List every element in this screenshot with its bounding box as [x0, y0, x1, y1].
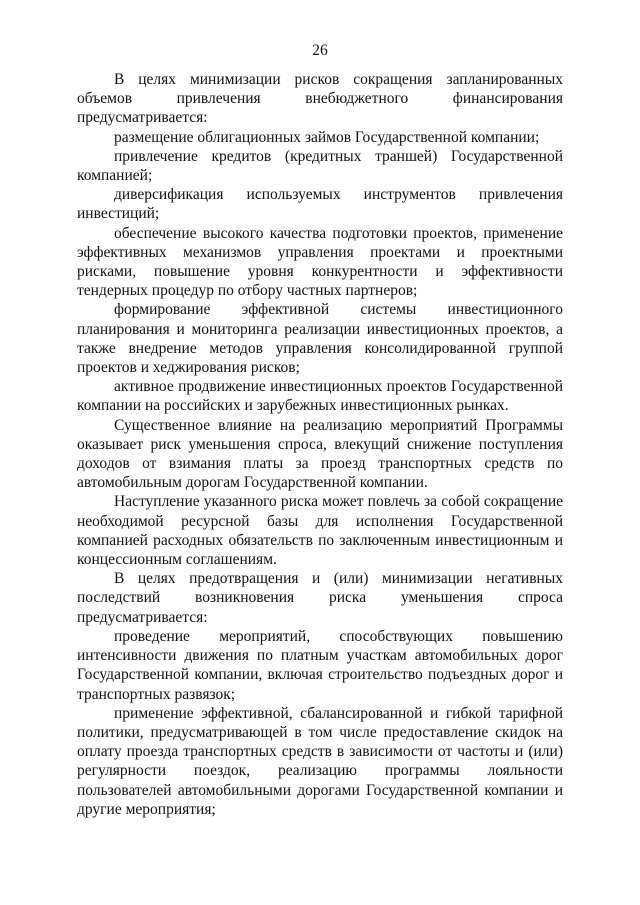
paragraph-credit-attraction: привлечение кредитов (кредитных траншей) Государственной компанией;: [77, 147, 563, 185]
paragraph-tariff-policy: применение эффективной, сбалансированной и гибкой тарифной политики, предусматривающей в том числе предоставление скидок на оплату проезда транспортных средств в зависимости от частоты и (или) регулярности поездок, реализацию программы лояльности пользователей автомобильными дорогами Государственной компании и другие мероприятия;: [77, 704, 563, 818]
paragraph-project-promotion: активное продвижение инвестиционных проектов Государственной компании на российских и зарубежных инвестиционных рынках.: [77, 378, 563, 415]
paragraph-diversification: диверсификация используемых инструментов привлечения инвестиций;: [77, 186, 563, 223]
paragraph-investment-planning: формирование эффективной системы инвестиционного планирования и мониторинга реализации инвестиционных проектов, а также внедрение методов управления консолидированной группой проектов и хеджирования рисков;: [77, 301, 563, 377]
document-body: [77, 70, 563, 819]
paragraph-intro-demand-measures: В целях предотвращения и (или) минимизации негативных последствий возникновения риска уменьшения спроса предусматривается:: [77, 570, 563, 626]
paragraph-intro-financing: В целях минимизации рисков сокращения запланированных объемов привлечения внебюджетного финансирования предусматривается:: [77, 71, 563, 127]
paragraph-project-quality: обеспечение высокого качества подготовки проектов, применение эффективных механизмов управления проектами и проектными рисками, повышение уровня конкурентности и эффективности тендерных процедур по отбору частных партнеров;: [77, 224, 563, 300]
paragraph-bond-placement: размещение облигационных займов Государственной компании;: [114, 128, 540, 146]
paragraph-demand-risk: Существенное влияние на реализацию мероприятий Программы оказывает риск уменьшения спроса, влекущий снижение поступления доходов от взимания платы за проезд транспортных средств по автомобильным дорогам Государственной компании.: [77, 416, 563, 492]
paragraph-risk-consequences: Наступление указанного риска может повлечь за собой сокращение необходимой ресурсной базы для исполнения Государственной компанией расходных обязательств по заключенным инвестиционным и концессионным соглашениям.: [77, 493, 563, 569]
paragraph-traffic-intensity: проведение мероприятий, способствующих повышению интенсивности движения по платным участкам автомобильных дорог Государственной компании, включая строительство подъездных дорог и транспортных развязок;: [77, 627, 563, 703]
page-number: 26: [312, 42, 328, 59]
